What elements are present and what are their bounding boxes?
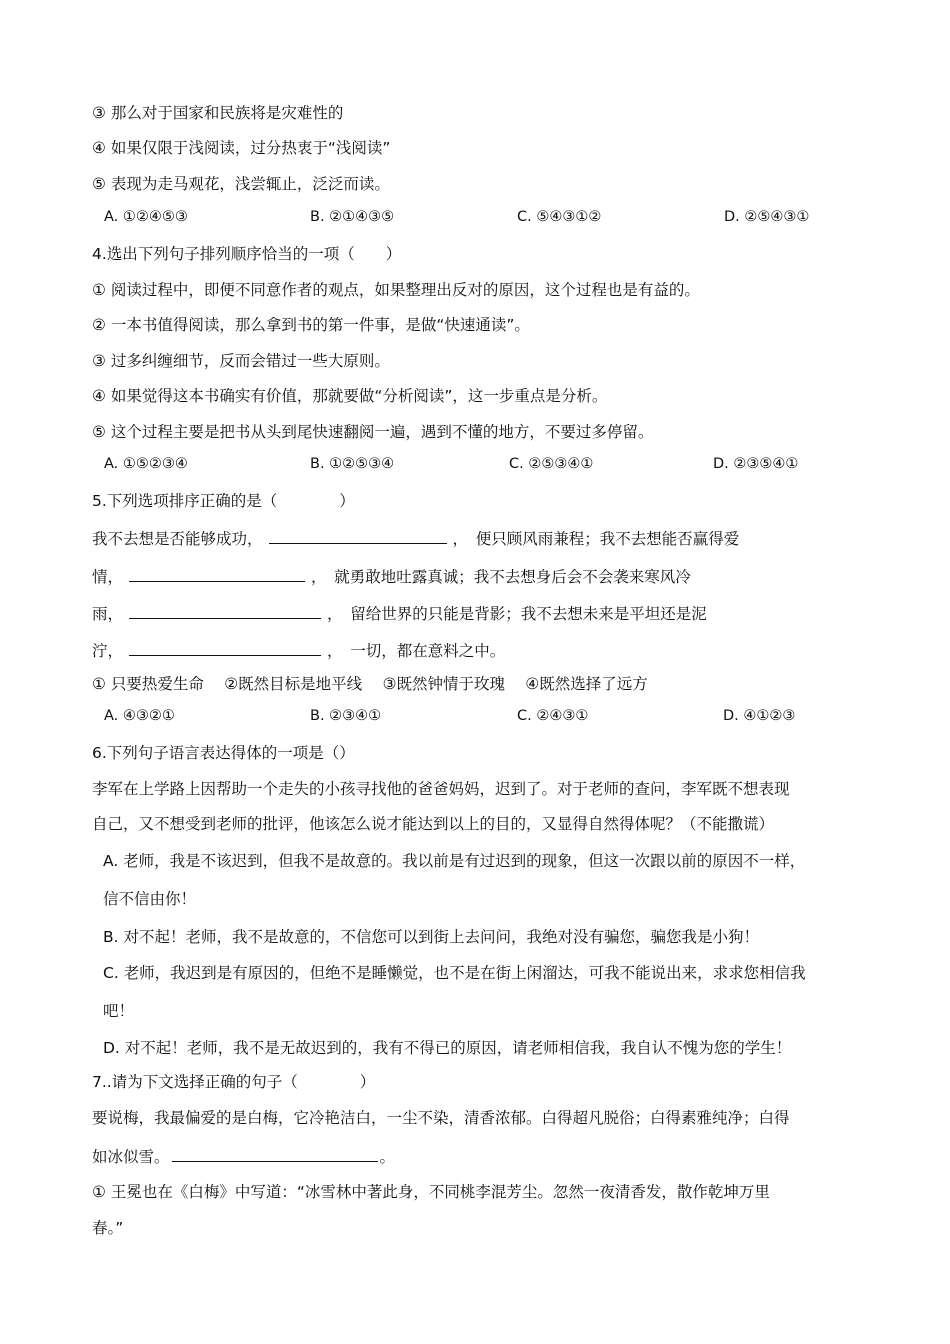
q6-context-2: 自己，又不想受到老师的批评，他该怎么说才能达到以上的目的，又显得自然得体呢？（不能撒谎） — [92, 815, 775, 833]
q5-stem: 5.下列选项排序正确的是（ ） — [92, 492, 355, 510]
q3-item-5: ⑤ 表现为走马观花，浅尝辄止，泛泛而读。 — [92, 175, 390, 193]
q7-item-1-line-2: 春。” — [92, 1219, 124, 1237]
q5-line-3-text-a: 雨， — [92, 605, 124, 623]
q5-line-4-text-b: ， 一切，都在意料之中。 — [327, 642, 506, 660]
q5-blank-3[interactable] — [129, 602, 321, 619]
q5-blank-2[interactable] — [129, 565, 305, 582]
q7-text-2 — [92, 1145, 395, 1167]
q5-line-4 — [92, 639, 505, 661]
q4-item-4: ④ 如果觉得这本书确实有价值，那就要做“分析阅读”，这一步重点是分析。 — [92, 387, 608, 405]
q7-item-1-line-1: ① 王冕也在《白梅》中写道：“冰雪林中著此身，不同桃李混芳尘。忽然一夜清香发，散作乾坤万里 — [92, 1183, 770, 1201]
q5-line-1-text-a: 我不去想是否能够成功， — [92, 530, 263, 548]
q4-item-5: ⑤ 这个过程主要是把书从头到尾快速翻阅一遍，遇到不懂的地方，不要过多停留。 — [92, 423, 654, 441]
q4-item-1: ① 阅读过程中，即便不同意作者的观点，如果整理出反对的原因，这个过程也是有益的。 — [92, 281, 700, 299]
q4-item-2: ② 一本书值得阅读，那么拿到书的第一件事，是做“快速通读”。 — [92, 316, 530, 334]
q7-blank[interactable] — [172, 1145, 378, 1162]
q4-option-b[interactable]: B. ①②⑤③④ — [310, 456, 395, 472]
q5-option-d[interactable]: D. ④①②③ — [723, 708, 796, 724]
q5-options — [104, 708, 864, 728]
q5-line-2 — [92, 565, 691, 587]
q4-option-d[interactable]: D. ②③⑤④① — [713, 456, 799, 472]
q4-options — [104, 456, 864, 476]
q3-option-b[interactable]: B. ②①④③⑤ — [310, 209, 395, 225]
q7-text-2-a: 如冰似雪。 — [92, 1148, 170, 1166]
q3-option-d[interactable]: D. ②⑤④③① — [724, 209, 810, 225]
q5-option-c[interactable]: C. ②④③① — [517, 708, 589, 724]
q3-option-a[interactable]: A. ①②④⑤③ — [104, 209, 188, 225]
q6-option-c-line-2[interactable]: 吧！ — [103, 1002, 135, 1020]
q6-option-a-line-1[interactable]: A. 老师，我是不该迟到，但我不是故意的。我以前是有过迟到的现象，但这一次跟以前的原因不一样， — [103, 852, 806, 870]
q5-option-a[interactable]: A. ④③②① — [104, 708, 175, 724]
q3-option-c[interactable]: C. ⑤④③①② — [517, 209, 602, 225]
q6-option-c-line-1[interactable]: C. 老师，我迟到是有原因的，但绝不是睡懒觉，也不是在街上闲溜达，可我不能说出来，求求您相信我 — [103, 964, 806, 982]
q5-line-3 — [92, 602, 707, 624]
q5-option-b[interactable]: B. ②③④① — [310, 708, 382, 724]
q3-options — [104, 209, 864, 229]
q5-line-3-text-b: ， 留给世界的只能是背影；我不去想未来是平坦还是泥 — [327, 605, 707, 623]
q4-option-c[interactable]: C. ②⑤③④① — [509, 456, 594, 472]
q5-line-4-text-a: 泞， — [92, 642, 124, 660]
q7-text-2-b: 。 — [379, 1148, 396, 1166]
q6-option-d[interactable]: D. 对不起！老师，我不是无故迟到的，我有不得已的原因，请老师相信我，我自认不愧为您的学生！ — [103, 1039, 792, 1057]
q3-item-3: ③ 那么对于国家和民族将是灾难性的 — [92, 104, 344, 122]
q5-blank-1[interactable] — [269, 527, 447, 544]
q4-item-3: ③ 过多纠缠细节，反而会错过一些大原则。 — [92, 352, 390, 370]
q6-stem: 6.下列句子语言表达得体的一项是（） — [92, 744, 355, 762]
q7-text-1: 要说梅，我最偏爱的是白梅，它冷艳洁白，一尘不染，清香浓郁。白得超凡脱俗；白得素雅纯净；白得 — [92, 1109, 790, 1127]
q5-line-2-text-a: 情， — [92, 568, 124, 586]
q4-option-a[interactable]: A. ①⑤②③④ — [104, 456, 188, 472]
q6-context-1: 李军在上学路上因帮助一个走失的小孩寻找他的爸爸妈妈，迟到了。对于老师的查问，李军既不想表现 — [92, 780, 790, 798]
q7-stem: 7..请为下文选择正确的句子（ ） — [92, 1073, 376, 1091]
q5-line-1-text-b: ， 便只顾风雨兼程；我不去想能否赢得爱 — [452, 530, 740, 548]
q5-choices: ① 只要热爱生命 ②既然目标是地平线 ③既然钟情于玫瑰 ④既然选择了远方 — [92, 675, 648, 693]
q4-stem: 4.选出下列句子排列顺序恰当的一项（ ） — [92, 245, 402, 263]
q6-option-b[interactable]: B. 对不起！老师，我不是故意的，不信您可以到街上去问问，我绝对没有骗您，骗您我是小狗！ — [103, 928, 759, 946]
q5-line-1 — [92, 527, 739, 549]
q5-blank-4[interactable] — [129, 639, 321, 656]
q6-option-a-line-2[interactable]: 信不信由你！ — [103, 890, 197, 908]
q3-item-4: ④ 如果仅限于浅阅读，过分热衷于“浅阅读” — [92, 139, 391, 157]
q5-line-2-text-b: ， 就勇敢地吐露真诚；我不去想身后会不会袭来寒风冷 — [311, 568, 691, 586]
